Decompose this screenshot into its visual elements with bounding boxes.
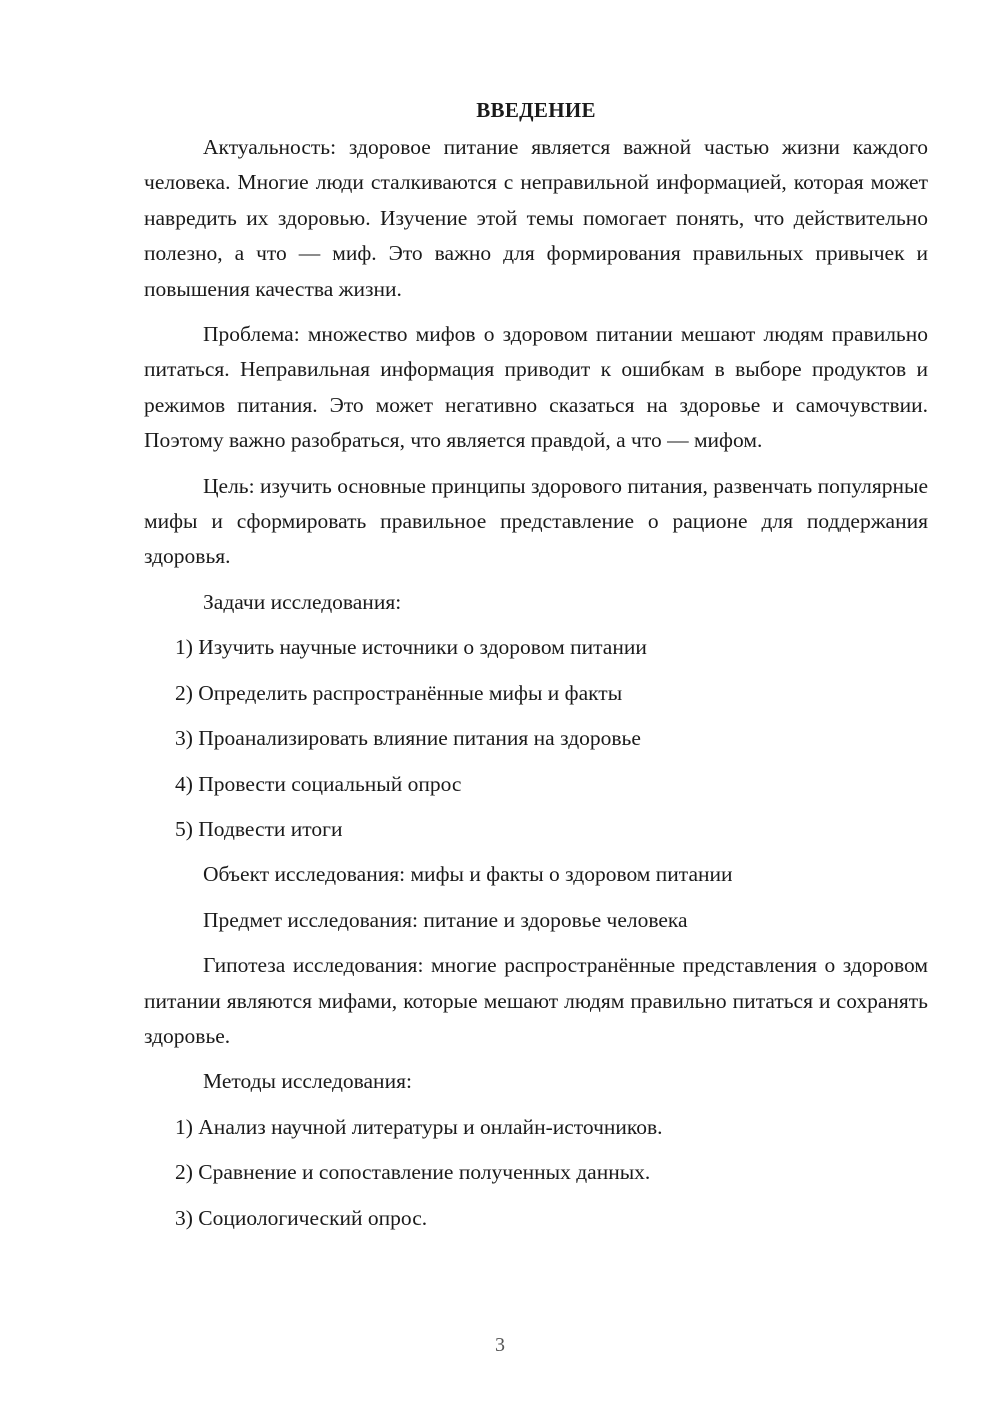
task-item: 2) Определить распространённые мифы и факты [175,680,623,705]
document-page [144,92,928,1246]
goal-paragraph: Цель: изучить основные принципы здорового питания, развенчать популярные мифы и сформировать правильное представление о рационе для поддержания здоровья. [144,473,928,569]
problem-paragraph: Проблема: множество мифов о здоровом питании мешают людям правильно питаться. Неправильная информация приводит к ошибкам в выборе продуктов и режимов питания. Это может негативно сказаться на здоровье и самочувствии. Поэтому важно разобраться, что является правдой, а что — мифом. [144,322,928,453]
methods-title: Методы исследования: [203,1069,412,1094]
research-object: Объект исследования: мифы и факты о здоровом питании [203,862,733,887]
hypothesis-paragraph: Гипотеза исследования: многие распространённые представления о здоровом питании являются мифами, которые мешают людям правильно питаться и сохранять здоровье. [144,953,928,1048]
method-item: 2) Сравнение и сопоставление полученных данных. [175,1160,651,1185]
relevance-paragraph: Актуальность: здоровое питание является важной частью жизни каждого человека. Многие люди сталкиваются с неправильной информацией, которая может навредить их здоровью. Изучение этой темы помогает понять, что действительно полезно, а что — миф. Это важно для формирования правильных привычек и повышения качества жизни. [144,135,928,301]
method-item: 1) Анализ научной литературы и онлайн-источников. [175,1114,663,1139]
page-number: 3 [495,1334,505,1356]
task-item: 5) Подвести итоги [175,816,343,841]
task-item: 3) Проанализировать влияние питания на здоровье [175,726,641,751]
task-item: 1) Изучить научные источники о здоровом питании [175,635,647,660]
tasks-title: Задачи исследования: [203,589,402,614]
method-item: 3) Социологический опрос. [175,1205,428,1230]
research-subject: Предмет исследования: питание и здоровье человека [203,907,688,932]
section-heading: ВВЕДЕНИЕ [476,98,596,122]
task-item: 4) Провести социальный опрос [175,771,462,796]
